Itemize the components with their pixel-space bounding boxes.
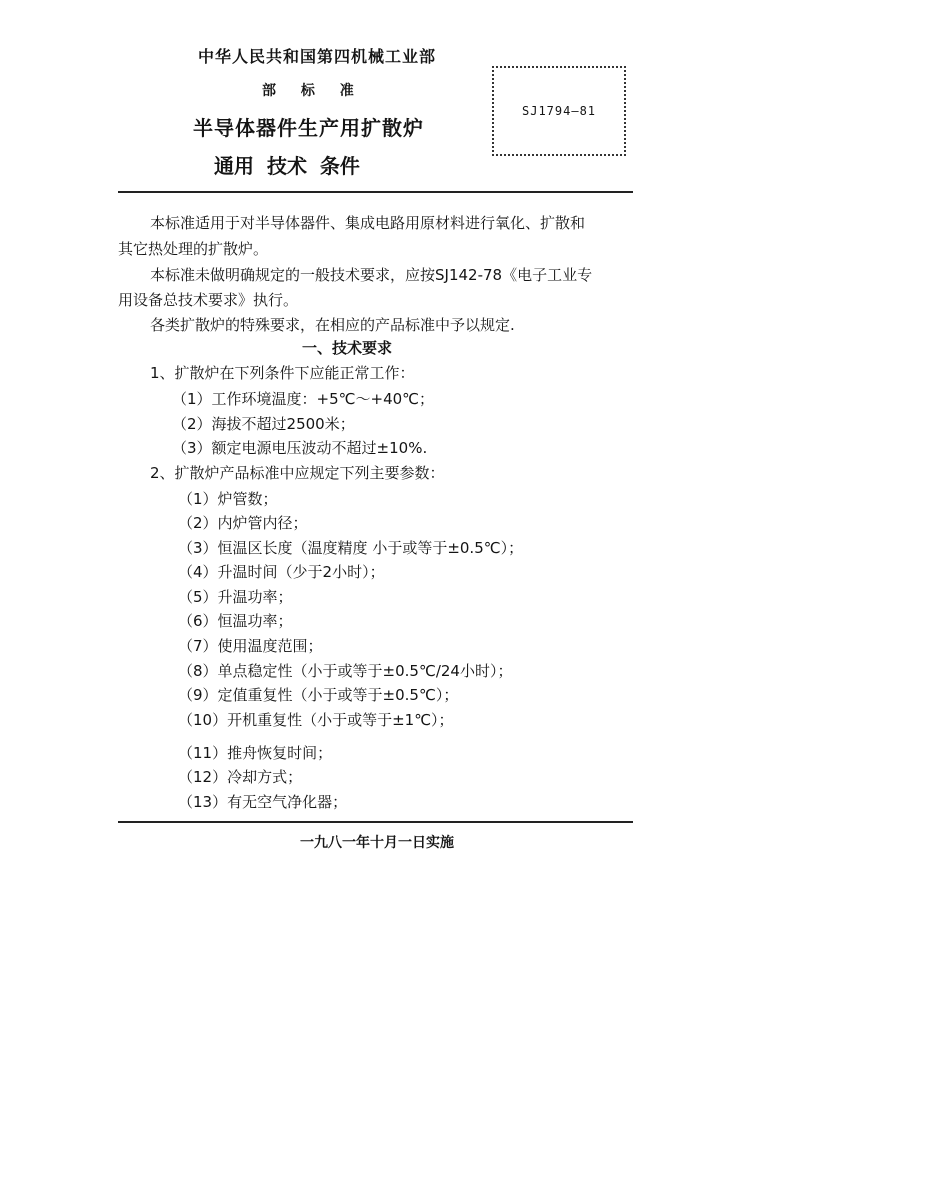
intro-paragraph-3: 各类扩散炉的特殊要求，在相应的产品标准中予以规定. [150, 316, 515, 334]
document-title-line2: 通用 技术 条件 [214, 154, 360, 178]
intro-paragraph-2-line-2: 用设备总技术要求》执行。 [118, 291, 299, 309]
list-item: （11）推舟恢复时间； [178, 744, 333, 762]
list-item: （1）炉管数； [178, 490, 278, 508]
list-item: （13）有无空气净化器； [178, 793, 348, 811]
list-item: （4）升温时间（少于2小时）； [178, 563, 385, 581]
list-item: （3）额定电源电压波动不超过±10%. [172, 439, 428, 457]
standard-code: SJ1794—81 [522, 104, 597, 118]
list-item: （5）升温功率； [178, 588, 293, 606]
standard-code-box [492, 66, 626, 156]
list-item: （3）恒温区长度（温度精度 小于或等于±0.5℃）； [178, 539, 524, 557]
effective-date: 一九八一年十月一日实施 [300, 835, 454, 851]
intro-paragraph-1-line-1: 本标准适用于对半导体器件、集成电路用原材料进行氧化、扩散和 [150, 214, 586, 232]
footer-divider [118, 821, 633, 823]
list-item: 1、扩散炉在下列条件下应能正常工作： [150, 364, 415, 382]
intro-paragraph-1-line-2: 其它热处理的扩散炉。 [118, 240, 269, 258]
list-item: （12）冷却方式； [178, 768, 303, 786]
list-item: （2）内炉管内径； [178, 514, 308, 532]
list-item: （7）使用温度范围； [178, 637, 323, 655]
section-heading: 一、技术要求 [302, 339, 393, 357]
list-item: （9）定值重复性（小于或等于±0.5℃）； [178, 686, 459, 704]
list-item: （2）海拔不超过2500米； [172, 415, 355, 433]
list-item: （1）工作环境温度：+5℃～+40℃； [172, 390, 435, 408]
list-item: （8）单点稳定性（小于或等于±0.5℃/24小时）； [178, 662, 513, 680]
intro-paragraph-2-line-1: 本标准未做明确规定的一般技术要求，应按SJ142-78《电子工业专 [150, 266, 593, 284]
list-item: （6）恒温功率； [178, 612, 293, 630]
list-item: 2、扩散炉产品标准中应规定下列主要参数： [150, 464, 445, 482]
standard-category: 部 标 准 [262, 83, 354, 99]
list-item: （10）开机重复性（小于或等于±1℃）； [178, 711, 454, 729]
header-divider [118, 191, 633, 193]
ministry-name: 中华人民共和国第四机械工业部 [198, 47, 437, 66]
document-title-line1: 半导体器件生产用扩散炉 [193, 116, 424, 140]
